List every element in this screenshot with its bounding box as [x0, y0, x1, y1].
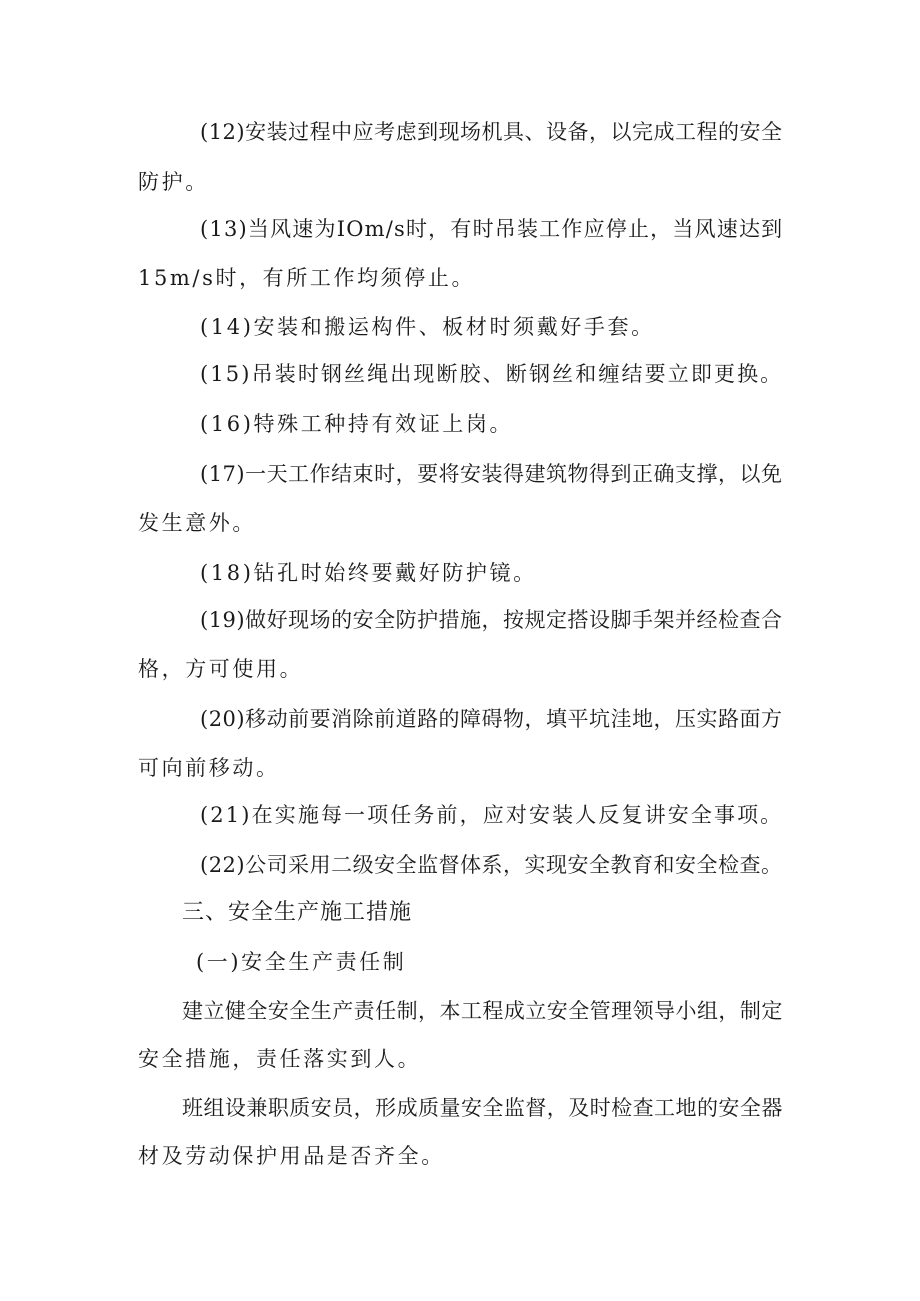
paragraph-2-line-1: 班组设兼职质安员，形成质量安全监督，及时检查工地的安全器: [182, 1096, 783, 1120]
item-12-line-1: (12)安装过程中应考虑到现场机具、设备，以完成工程的安全: [200, 120, 783, 144]
section-heading: 三、安全生产施工措施: [182, 900, 413, 925]
item-19-line-1: (19)做好现场的安全防护措施，按规定搭设脚手架并经检查合: [200, 608, 783, 632]
item-18-line-1: (18)钻孔时始终要戴好防护镜。: [200, 561, 537, 585]
item-14-line-1: (14)安装和搬运构件、板材时须戴好手套。: [200, 315, 655, 339]
item-13-line-2: 15m/s时，有所工作均须停止。: [138, 266, 476, 290]
paragraph-1-line-1: 建立健全安全生产责任制，本工程成立安全管理领导小组，制定: [182, 999, 783, 1023]
item-21-line-1: (21)在实施每一项任务前，应对安装人反复讲安全事项。: [200, 803, 784, 827]
paragraph-2-line-2: 材及劳动保护用品是否齐全。: [138, 1144, 445, 1168]
subsection-heading: (一)安全生产责任制: [196, 950, 407, 974]
item-20-line-2: 可向前移动。: [138, 756, 280, 780]
item-17-line-2: 发生意外。: [138, 511, 256, 535]
item-13-line-1: (13)当风速为IOm/s时，有时吊装工作应停止，当风速达到: [200, 217, 784, 241]
item-12-line-2: 防护。: [138, 170, 209, 194]
item-15-line-1: (15)吊装时钢丝绳出现断胶、断钢丝和缠结要立即更换。: [200, 362, 784, 386]
item-19-line-2: 格，方可使用。: [138, 657, 304, 681]
item-22-line-1: (22)公司采用二级安全监督体系，实现安全教育和安全检查。: [200, 853, 783, 877]
item-17-line-1: (17)一天工作结束时，要将安装得建筑物得到正确支撑，以免: [200, 462, 783, 486]
item-20-line-1: (20)移动前要消除前道路的障碍物，填平坑洼地，压实路面方: [200, 707, 783, 731]
item-16-line-1: (16)特殊工种持有效证上岗。: [200, 412, 514, 436]
paragraph-1-line-2: 安全措施，责任落实到人。: [138, 1047, 422, 1071]
